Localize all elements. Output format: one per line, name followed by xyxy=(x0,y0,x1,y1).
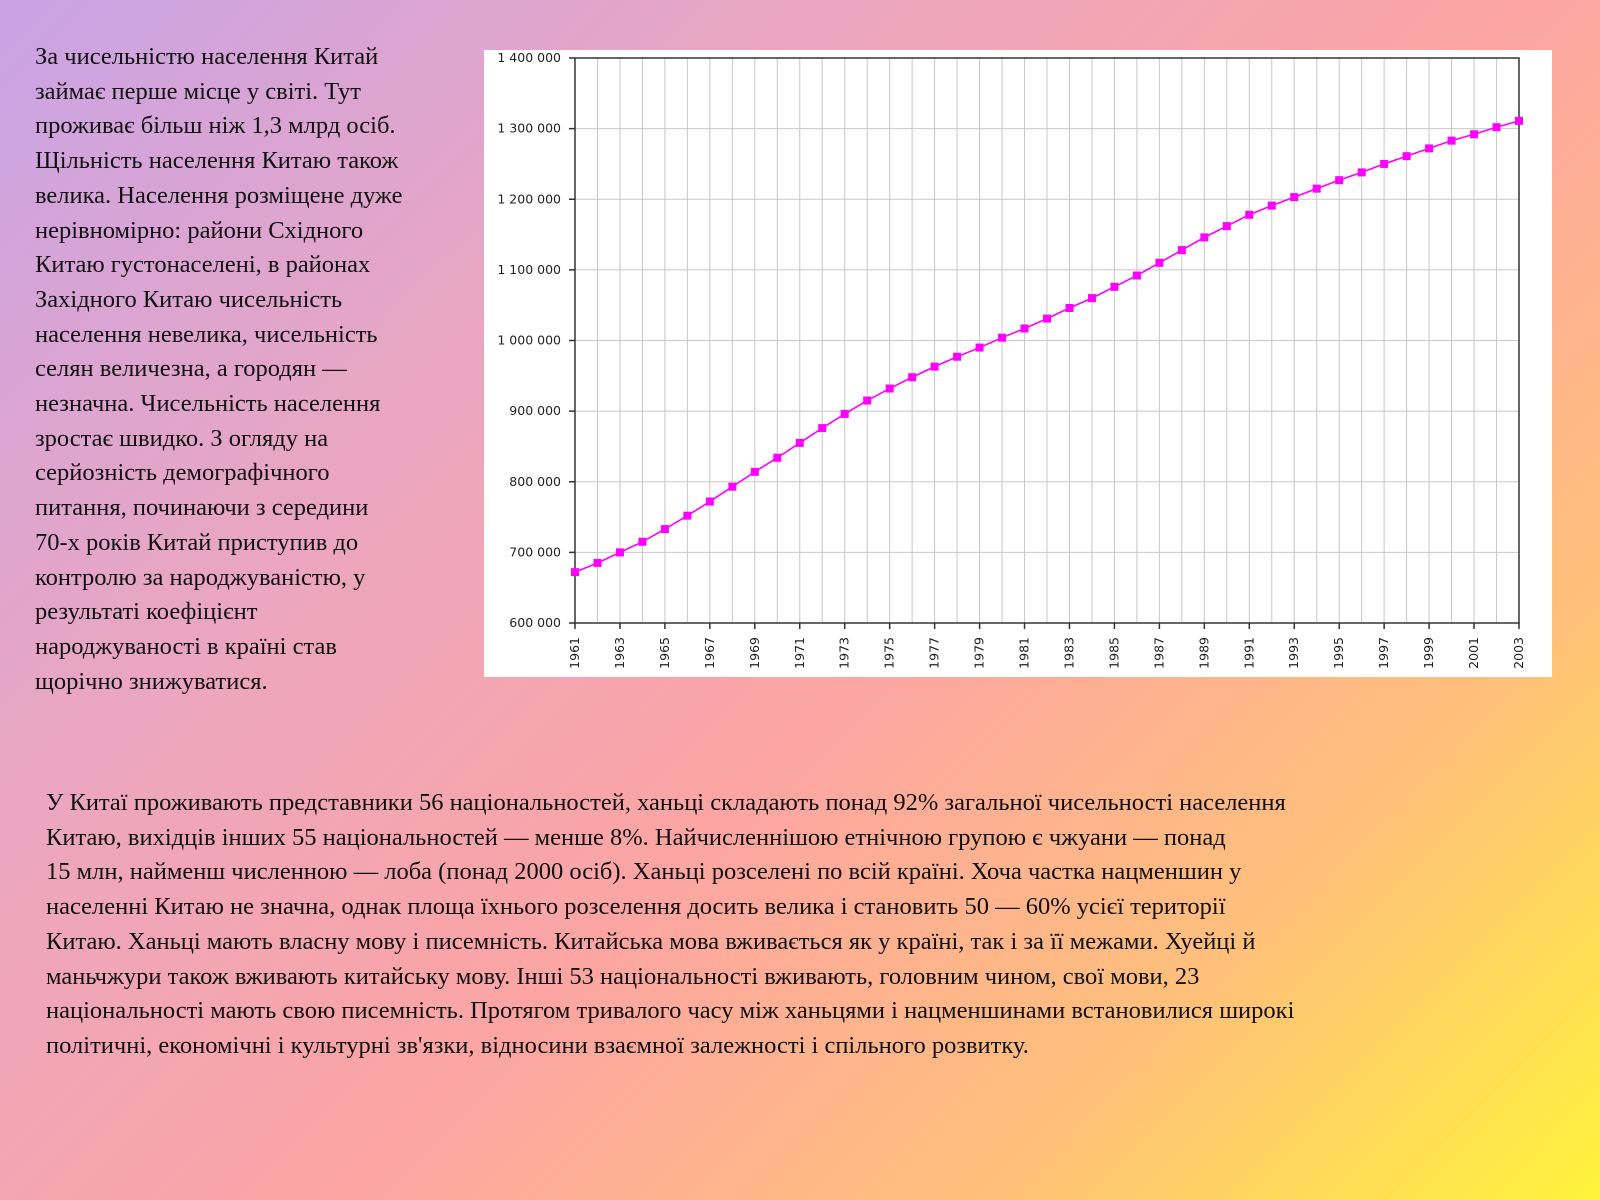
left-text-line: населення невелика, чисельність xyxy=(35,320,378,348)
bottom-text-line: політичні, економічні і культурні зв'язки, відносини взаємної залежності і спільного розвитку. xyxy=(46,1031,1029,1059)
data-point xyxy=(1515,117,1523,125)
y-tick-label: 700 000 xyxy=(509,544,561,560)
y-tick-label: 1 000 000 xyxy=(497,332,561,348)
data-point xyxy=(1380,160,1388,168)
data-point xyxy=(1065,304,1073,312)
x-tick-label: 1971 xyxy=(791,637,807,669)
data-point xyxy=(976,344,984,352)
data-point xyxy=(863,397,871,405)
data-point xyxy=(1245,211,1253,219)
x-tick-label: 1995 xyxy=(1331,637,1347,669)
left-text-line: проживає більш ніж 1,3 млрд осіб. xyxy=(35,112,396,140)
bottom-text-line: населенні Китаю не значна, однак площа їхнього розселення досить велика і становить 50 — 60% усієї території xyxy=(46,893,1226,921)
data-point xyxy=(728,483,736,491)
data-point xyxy=(706,498,714,506)
data-point xyxy=(1133,272,1141,280)
data-point xyxy=(841,410,849,418)
x-tick-label: 1967 xyxy=(701,637,717,669)
data-point xyxy=(908,373,916,381)
data-point xyxy=(1110,283,1118,291)
x-tick-label: 1975 xyxy=(881,637,897,669)
left-text-line: велика. Населення розміщене дуже xyxy=(35,181,403,209)
bottom-text-line: 15 млн, найменш численною — лоба (понад 2000 осіб). Ханьці розселені по всій країні. Хоча частка нацменшин у xyxy=(46,858,1242,886)
left-text-line: 70-х років Китай приступив до xyxy=(35,528,359,556)
data-point xyxy=(1268,202,1276,210)
data-point xyxy=(886,385,894,393)
bottom-text-line: національності мають свою писемність. Протягом тривалого часу між ханьцями і нацменшинами встановилися широкі xyxy=(46,997,1295,1025)
bottom-text-line: Китаю. Ханьці мають власну мову і писемність. Китайська мова вживається як у країні, так і за її межами. Хуейці й xyxy=(46,927,1256,955)
y-tick-label: 800 000 xyxy=(509,473,561,489)
y-tick-label: 600 000 xyxy=(509,615,561,630)
x-tick-label: 1991 xyxy=(1241,637,1257,669)
data-point xyxy=(1313,185,1321,193)
left-text-line: Західного Китаю чисельність xyxy=(35,285,343,313)
left-text-line: займає перше місце у світі. Тут xyxy=(35,77,362,105)
x-tick-label: 1965 xyxy=(656,637,672,669)
bottom-text-line: У Китаї проживають представники 56 національностей, ханьці складають понад 92% загальної чисельності населення xyxy=(46,789,1286,816)
left-text-line: селян величезна, а городян — xyxy=(35,355,347,383)
bottom-text-line: Китаю, вихідців інших 55 національностей — менше 8%. Найчисленнішою етнічною групою є чжуани — понад xyxy=(46,823,1226,851)
left-text-line: народжуваності в країні став xyxy=(35,632,337,660)
population-chart xyxy=(484,50,1552,677)
left-text-line: За чисельністю населення Китай xyxy=(35,43,379,70)
left-text-line: серйозність демографічного xyxy=(35,459,330,487)
data-point xyxy=(1493,123,1501,131)
data-point xyxy=(1043,315,1051,323)
x-tick-label: 2003 xyxy=(1511,637,1526,669)
data-point xyxy=(1200,233,1208,241)
data-point xyxy=(1021,324,1029,332)
ethnic-groups-paragraph xyxy=(46,786,1576,1064)
x-tick-label: 1993 xyxy=(1286,637,1302,669)
data-point xyxy=(593,559,601,567)
data-point xyxy=(571,568,579,576)
y-tick-label: 1 200 000 xyxy=(497,191,561,207)
left-text-line: щорічно знижуватися. xyxy=(35,667,268,695)
data-point xyxy=(998,334,1006,342)
data-point xyxy=(1223,222,1231,230)
data-point xyxy=(818,424,826,432)
data-point xyxy=(1358,168,1366,176)
bottom-text-line: маньчжури також вживають китайську мову. Інші 53 національності вживають, головним чином, свої мови, 23 xyxy=(46,962,1200,990)
data-point xyxy=(931,363,939,371)
left-text-line: зростає швидко. З огляду на xyxy=(35,424,329,452)
data-point xyxy=(796,439,804,447)
x-tick-label: 1979 xyxy=(971,637,987,669)
data-point xyxy=(1155,259,1163,267)
x-tick-label: 1977 xyxy=(926,637,942,669)
left-text-line: контролю за народжуваністю, у xyxy=(35,563,366,591)
x-tick-label: 1999 xyxy=(1421,637,1437,669)
x-tick-label: 1969 xyxy=(746,637,762,669)
data-point xyxy=(751,468,759,476)
data-point xyxy=(1425,144,1433,152)
y-tick-label: 900 000 xyxy=(509,403,561,419)
x-tick-label: 1963 xyxy=(611,637,627,669)
x-tick-label: 1987 xyxy=(1151,637,1167,669)
data-point xyxy=(953,353,961,361)
data-point xyxy=(1088,294,1096,302)
x-tick-label: 1989 xyxy=(1196,637,1212,669)
x-tick-label: 1985 xyxy=(1106,637,1122,669)
data-point xyxy=(1290,193,1298,201)
y-tick-label: 1 300 000 xyxy=(497,120,561,136)
x-tick-label: 1961 xyxy=(567,637,582,669)
y-tick-label: 1 100 000 xyxy=(497,261,561,277)
data-point xyxy=(616,548,624,556)
y-tick-label: 1 400 000 xyxy=(497,50,561,65)
data-point xyxy=(773,454,781,462)
data-point xyxy=(1403,152,1411,160)
data-point xyxy=(661,525,669,533)
left-text-line: незначна. Чисельність населення xyxy=(35,390,381,418)
data-point xyxy=(1335,176,1343,184)
left-text-line: Китаю густонаселені, в районах xyxy=(35,251,371,279)
x-tick-label: 1983 xyxy=(1061,637,1077,669)
data-point xyxy=(1470,130,1478,138)
data-point xyxy=(1178,246,1186,254)
chart-svg xyxy=(484,50,1552,677)
left-text-line: питання, починаючи з середини xyxy=(35,494,369,522)
x-tick-label: 1981 xyxy=(1016,637,1032,669)
intro-paragraph xyxy=(35,40,475,699)
x-tick-label: 1973 xyxy=(836,637,852,669)
data-point xyxy=(638,538,646,546)
left-text-line: результаті коефіцієнт xyxy=(35,598,258,626)
x-tick-label: 2001 xyxy=(1466,637,1482,669)
data-point xyxy=(1448,137,1456,145)
data-point xyxy=(683,512,691,520)
left-text-line: Щільність населення Китаю також xyxy=(35,147,399,175)
x-tick-label: 1997 xyxy=(1376,637,1392,669)
left-text-line: нерівномірно: райони Східного xyxy=(35,216,364,244)
